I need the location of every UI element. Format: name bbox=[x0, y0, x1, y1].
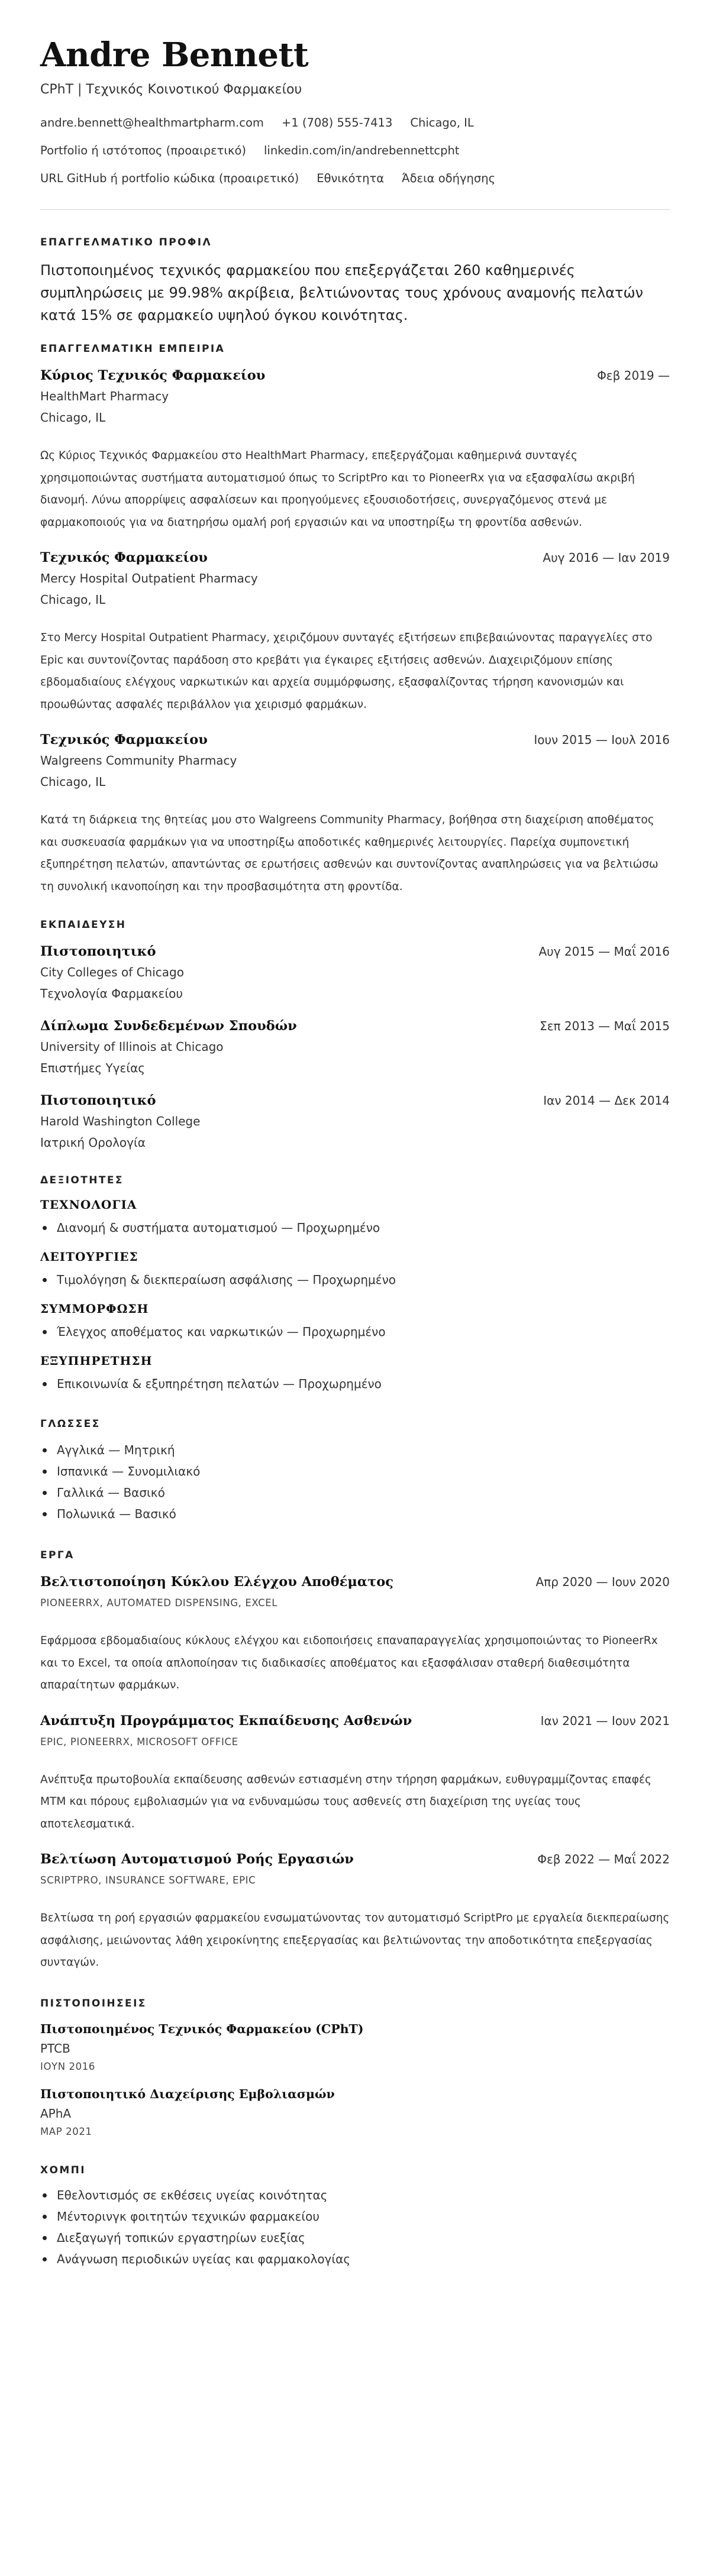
project-tech: PIONEERRX, AUTOMATED DISPENSING, EXCEL bbox=[40, 1597, 278, 1609]
contact-row-primary bbox=[40, 115, 670, 131]
experience-entry bbox=[40, 730, 670, 898]
resume-header bbox=[40, 34, 670, 186]
degree-title: Δίπλωμα Συνδεδεμένων Σπουδών bbox=[40, 1018, 297, 1034]
job-dates: Αυγ 2016 — Ιαν 2019 bbox=[543, 551, 670, 565]
project-entry bbox=[40, 1849, 670, 1974]
contact-location: Chicago, IL bbox=[410, 116, 474, 130]
project-tech: EPIC, PIONEERRX, MICROSOFT OFFICE bbox=[40, 1736, 238, 1747]
experience-heading: ΕΠΑΓΓΕΛΜΑΤΙΚΗ ΕΜΠΕΙΡΙΑ bbox=[40, 343, 225, 355]
skill-item: Έλεγχος αποθέματος και ναρκωτικών — Προχωρημένο bbox=[40, 1321, 670, 1342]
project-name: Βελτίωση Αυτοματισμού Ροής Εργασιών bbox=[40, 1852, 354, 1867]
skill-group-name: ΕΞΥΠΗΡΕΤΗΣΗ bbox=[40, 1354, 153, 1368]
drivers-license: Άδεια οδήγησης bbox=[402, 171, 496, 185]
job-dates: Ιουν 2015 — Ιουλ 2016 bbox=[534, 733, 670, 747]
job-location: Chicago, IL bbox=[40, 593, 106, 607]
study-field: Ιατρική Ορολογία bbox=[40, 1135, 146, 1150]
language-item: Πολωνικά — Βασικό bbox=[40, 1503, 670, 1525]
project-name: Βελτιστοποίηση Κύκλου Ελέγχου Αποθέματος bbox=[40, 1574, 393, 1590]
job-company: Walgreens Community Pharmacy bbox=[40, 753, 237, 768]
skill-group-name: ΤΕΧΝΟΛΟΓΙΑ bbox=[40, 1198, 137, 1212]
skill-group-name: ΣΥΜΜΟΡΦΩΣΗ bbox=[40, 1302, 149, 1316]
education-entry bbox=[40, 941, 670, 1004]
certification-name: Πιστοποιημένος Τεχνικός Φαρμακείου (CPhT) bbox=[40, 2021, 364, 2036]
hobbies-heading: ΧΟΜΠΙ bbox=[40, 2164, 86, 2176]
certification-name: Πιστοποιητικό Διαχείρισης Εμβολιασμών bbox=[40, 2086, 335, 2101]
summary-section bbox=[40, 235, 670, 326]
skill-item: Διανομή & συστήματα αυτοματισμού — Προχωρημένο bbox=[40, 1217, 670, 1238]
education-dates: Αυγ 2015 — Μαΐ 2016 bbox=[538, 944, 670, 959]
candidate-title: CPhT | Τεχνικός Κοινοτικού Φαρμακείου bbox=[40, 82, 302, 97]
skill-group bbox=[40, 1352, 670, 1394]
linkedin-link[interactable]: linkedin.com/in/andrebennettcpht bbox=[263, 144, 460, 157]
candidate-name: Andre Bennett bbox=[40, 35, 309, 75]
job-location: Chicago, IL bbox=[40, 410, 106, 425]
school-name: University of Illinois at Chicago bbox=[40, 1040, 224, 1054]
header-divider bbox=[40, 209, 670, 210]
project-description: Εφάρμοσα εβδομαδιαίους κύκλους ελέγχου και ειδοποιήσεις επαναπαραγγελίας χρησιμοποιώντας το PioneerRx και το Excel, τα οποία απλοποίησαν τις διαδικασίες αποθέματος και εξασφάλισαν σταθερή διαθεσιμότητα απαραίτητων φαρμάκων. bbox=[40, 1635, 658, 1691]
hobby-item: Ανάγνωση περιοδικών υγείας και φαρμακολογίας bbox=[40, 2248, 670, 2270]
certification-date: ΜΑΡ 2021 bbox=[40, 2125, 92, 2137]
study-field: Επιστήμες Υγείας bbox=[40, 1061, 146, 1075]
language-item: Αγγλικά — Μητρική bbox=[40, 1439, 670, 1461]
contact-email[interactable]: andre.bennett@healthmartpharm.com bbox=[40, 116, 264, 130]
certification-issuer: APhA bbox=[40, 2106, 72, 2121]
projects-heading: ΕΡΓΑ bbox=[40, 1549, 75, 1561]
project-description: Ανέπτυξα πρωτοβουλία εκπαίδευσης ασθενών εστιασμένη στην τήρηση φαρμάκων, ευθυγραμμίζοντας επαφές MTM και πόρους εμβολιασμών για να ενδυναμώσω τους ασθενείς στη διαχείριση της υγείας τους αποτελεσματικά. bbox=[40, 1773, 651, 1830]
education-section bbox=[40, 918, 670, 1153]
contact-row-links bbox=[40, 143, 670, 158]
skill-item: Τιμολόγηση & διεκπεραίωση ασφάλισης — Προχωρημένο bbox=[40, 1269, 670, 1290]
contact-row-extra bbox=[40, 171, 670, 186]
skills-heading: ΔΕΞΙΟΤΗΤΕΣ bbox=[40, 1174, 124, 1186]
contact-phone[interactable]: +1 (708) 555-7413 bbox=[281, 116, 393, 130]
job-location: Chicago, IL bbox=[40, 775, 106, 789]
hobbies-section bbox=[40, 2163, 670, 2270]
project-tech: SCRIPTPRO, INSURANCE SOFTWARE, EPIC bbox=[40, 1875, 256, 1886]
project-entry bbox=[40, 1572, 670, 1697]
languages-section bbox=[40, 1417, 670, 1525]
education-dates: Σεπ 2013 — Μαΐ 2015 bbox=[540, 1019, 670, 1033]
summary-heading: ΕΠΑΓΓΕΛΜΑΤΙΚΟ ΠΡΟΦΙΛ bbox=[40, 237, 212, 248]
hobby-item: Εθελοντισμός σε εκθέσεις υγείας κοινότητας bbox=[40, 2185, 670, 2206]
project-description: Βελτίωσα τη ροή εργασιών φαρμακείου ενσωματώνοντας τον αυτοματισμό ScriptPro με εργαλεία διεκπεραίωσης ασφάλισης, μειώνοντας λάθη χειροκίνητης επεξεργασίας και βελτιώνοντας την αποδοτικότητα επεξεργασίας συνταγών. bbox=[40, 1912, 670, 1969]
experience-section bbox=[40, 342, 670, 898]
certification-entry bbox=[40, 2019, 670, 2076]
language-item: Γαλλικά — Βασικό bbox=[40, 1482, 670, 1503]
education-entry bbox=[40, 1016, 670, 1079]
job-title: Κύριος Τεχνικός Φαρμακείου bbox=[40, 368, 266, 383]
language-item: Ισπανικά — Συνομιλιακό bbox=[40, 1461, 670, 1482]
study-field: Τεχνολογία Φαρμακείου bbox=[40, 986, 183, 1001]
project-dates: Απρ 2020 — Ιουν 2020 bbox=[535, 1575, 670, 1589]
experience-entry bbox=[40, 548, 670, 716]
job-title: Τεχνικός Φαρμακείου bbox=[40, 550, 208, 565]
portfolio-link[interactable]: Portfolio ή ιστότοπος (προαιρετικό) bbox=[40, 144, 246, 157]
skill-group bbox=[40, 1300, 670, 1342]
skill-item: Επικοινωνία & εξυπηρέτηση πελατών — Προχωρημένο bbox=[40, 1373, 670, 1394]
certification-issuer: PTCB bbox=[40, 2041, 70, 2056]
certifications-section bbox=[40, 1996, 670, 2141]
job-title: Τεχνικός Φαρμακείου bbox=[40, 732, 208, 747]
education-entry bbox=[40, 1090, 670, 1153]
certifications-heading: ΠΙΣΤΟΠΟΙΗΣΕΙΣ bbox=[40, 1997, 147, 2009]
project-entry bbox=[40, 1711, 670, 1836]
job-description: Στο Mercy Hospital Outpatient Pharmacy, χειριζόμουν συνταγές εξιτήσεων επιβεβαιώνοντας παραγγελίες στο Epic και συντονίζοντας παράδοση στο κρεβάτι για έγκαιρες εξιτήσεις ασθενών. Διαχειριζόμουν επίσης εβδομαδιαίους ελέγχους ναρκωτικών και αρχεία συμμόρφωσης, εξασφαλίζοντας τήρηση κανονισμών και προωθώντας ασφαλές περιβάλλον για χειρισμό φαρμάκων. bbox=[40, 632, 653, 711]
skills-section bbox=[40, 1173, 670, 1394]
education-heading: ΕΚΠΑΙΔΕΥΣΗ bbox=[40, 919, 127, 931]
hobby-item: Διεξαγωγή τοπικών εργαστηρίων ευεξίας bbox=[40, 2227, 670, 2248]
job-dates: Φεβ 2019 — bbox=[597, 368, 670, 383]
nationality: Εθνικότητα bbox=[317, 171, 385, 185]
job-company: HealthMart Pharmacy bbox=[40, 389, 169, 403]
job-company: Mercy Hospital Outpatient Pharmacy bbox=[40, 571, 258, 585]
project-name: Ανάπτυξη Προγράμματος Εκπαίδευσης Ασθενών bbox=[40, 1713, 412, 1729]
languages-heading: ΓΛΩΣΣΕΣ bbox=[40, 1418, 101, 1430]
degree-title: Πιστοποιητικό bbox=[40, 944, 156, 959]
school-name: Harold Washington College bbox=[40, 1114, 201, 1128]
school-name: City Colleges of Chicago bbox=[40, 965, 184, 979]
certification-date: ΙΟΥΝ 2016 bbox=[40, 2060, 95, 2072]
skill-group bbox=[40, 1196, 670, 1238]
summary-text: Πιστοποιημένος τεχνικός φαρμακείου που επεξεργάζεται 260 καθημερινές συμπληρώσεις με 99.98% ακρίβεια, βελτιώνοντας τους χρόνους αναμονής πελατών κατά 15% σε φαρμακείο υψηλού όγκου κοινότητας. bbox=[40, 262, 643, 323]
job-description: Ως Κύριος Τεχνικός Φαρμακείου στο HealthMart Pharmacy, επεξεργάζομαι καθημερινά συνταγές χρησιμοποιώντας συστήματα αυτοματισμού όπως το ScriptPro και το PioneerRx για να εξασφαλίσω ακριβή διανομή. Λύνω απορρίψεις ασφαλίσεων και προηγούμενες εξουσιοδοτήσεις, συνεργαζόμενος στενά με φαρμακοποιούς για να διατηρήσω ομαλή ροή εργασιών και να υποστηρίξω τη φροντίδα ασθενών. bbox=[40, 449, 635, 529]
certification-entry bbox=[40, 2084, 670, 2141]
degree-title: Πιστοποιητικό bbox=[40, 1093, 156, 1108]
job-description: Κατά τη διάρκεια της θητείας μου στο Walgreens Community Pharmacy, βοήθησα στη διαχείριση αποθέματος και συσκευασία φαρμάκων για να υποστηρίξω αποδοτικές καθημερινές λειτουργίες. Παρείχα συμπονετική εξυπηρέτηση πελατών, απαντώντας σε ερωτήσεις ασθενών και συντονίζοντας αναπληρώσεις για να βελτιώσω τη συνολική ικανοποίηση και την προσβασιμότητα στη φροντίδα. bbox=[40, 814, 659, 893]
skill-group bbox=[40, 1248, 670, 1290]
experience-entry bbox=[40, 365, 670, 533]
hobby-item: Μέντορινγκ φοιτητών τεχνικών φαρμακείου bbox=[40, 2206, 670, 2227]
project-dates: Ιαν 2021 — Ιουν 2021 bbox=[540, 1713, 670, 1728]
skill-group-name: ΛΕΙΤΟΥΡΓΙΕΣ bbox=[40, 1250, 138, 1264]
github-link[interactable]: URL GitHub ή portfolio κώδικα (προαιρετικό) bbox=[40, 171, 299, 185]
education-dates: Ιαν 2014 — Δεκ 2014 bbox=[543, 1093, 670, 1108]
projects-section bbox=[40, 1548, 670, 1974]
project-dates: Φεβ 2022 — Μαΐ 2022 bbox=[537, 1852, 670, 1866]
